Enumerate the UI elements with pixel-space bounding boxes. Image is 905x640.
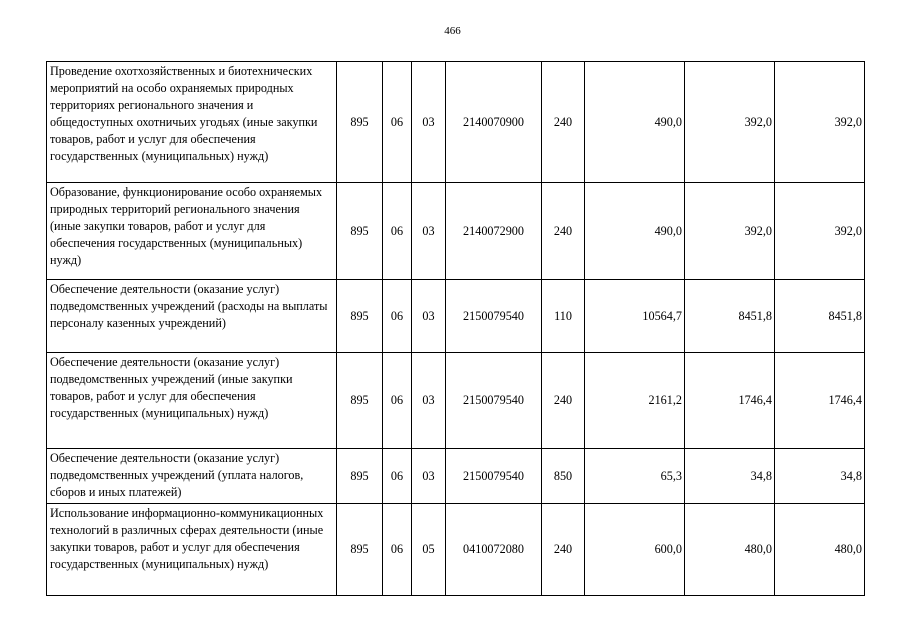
budget-table — [46, 61, 865, 596]
page-number: 466 — [444, 25, 461, 37]
amount-2: 8451,8 — [685, 280, 775, 353]
amount-2: 1746,4 — [685, 353, 775, 449]
row-description: Использование информационно-коммуникационных технологий в различных сферах деятельности (иные закупки товаров, работ и услуг для обеспечения государственных (муниципальных) нужд) — [47, 504, 337, 596]
section-code: 06 — [383, 449, 412, 504]
table-row — [47, 504, 865, 596]
amount-2: 34,8 — [685, 449, 775, 504]
subsection-code: 03 — [412, 280, 446, 353]
target-article-code: 2150079540 — [446, 280, 542, 353]
amount-3: 34,8 — [775, 449, 865, 504]
table-row — [47, 449, 865, 504]
section-code: 06 — [383, 280, 412, 353]
amount-3: 1746,4 — [775, 353, 865, 449]
table-row — [47, 183, 865, 280]
row-description: Обеспечение деятельности (оказание услуг) подведомственных учреждений (расходы на выплаты персоналу казенных учреждений) — [47, 280, 337, 353]
ministry-code: 895 — [337, 353, 383, 449]
amount-3: 392,0 — [775, 62, 865, 183]
expense-type-code: 240 — [542, 183, 585, 280]
expense-type-code: 240 — [542, 504, 585, 596]
amount-2: 392,0 — [685, 62, 775, 183]
amount-3: 392,0 — [775, 183, 865, 280]
section-code: 06 — [383, 62, 412, 183]
target-article-code: 2150079540 — [446, 449, 542, 504]
subsection-code: 05 — [412, 504, 446, 596]
ministry-code: 895 — [337, 280, 383, 353]
row-description: Образование, функционирование особо охраняемых природных территорий регионального значения (иные закупки товаров, работ и услуг для обеспечения государственных (муниципальных) нужд) — [47, 183, 337, 280]
target-article-code: 2140070900 — [446, 62, 542, 183]
ministry-code: 895 — [337, 62, 383, 183]
amount-1: 490,0 — [585, 183, 685, 280]
subsection-code: 03 — [412, 62, 446, 183]
table-row — [47, 353, 865, 449]
amount-3: 8451,8 — [775, 280, 865, 353]
amount-1: 490,0 — [585, 62, 685, 183]
table-row — [47, 62, 865, 183]
ministry-code: 895 — [337, 449, 383, 504]
amount-1: 600,0 — [585, 504, 685, 596]
ministry-code: 895 — [337, 504, 383, 596]
section-code: 06 — [383, 504, 412, 596]
expense-type-code: 110 — [542, 280, 585, 353]
row-description: Проведение охотхозяйственных и биотехнических мероприятий на особо охраняемых природных территориях регионального значения и общедоступных охотничьих угодьях (иные закупки товаров, работ и услуг для обеспечения государственных (муниципальных) нужд) — [47, 62, 337, 183]
amount-3: 480,0 — [775, 504, 865, 596]
expense-type-code: 240 — [542, 62, 585, 183]
amount-2: 480,0 — [685, 504, 775, 596]
subsection-code: 03 — [412, 449, 446, 504]
target-article-code: 2140072900 — [446, 183, 542, 280]
target-article-code: 2150079540 — [446, 353, 542, 449]
amount-1: 2161,2 — [585, 353, 685, 449]
subsection-code: 03 — [412, 183, 446, 280]
amount-1: 65,3 — [585, 449, 685, 504]
expense-type-code: 850 — [542, 449, 585, 504]
ministry-code: 895 — [337, 183, 383, 280]
table-row — [47, 280, 865, 353]
row-description: Обеспечение деятельности (оказание услуг) подведомственных учреждений (иные закупки товаров, работ и услуг для обеспечения государственных (муниципальных) нужд) — [47, 353, 337, 449]
section-code: 06 — [383, 353, 412, 449]
row-description: Обеспечение деятельности (оказание услуг) подведомственных учреждений (уплата налогов, сборов и иных платежей) — [47, 449, 337, 504]
amount-2: 392,0 — [685, 183, 775, 280]
section-code: 06 — [383, 183, 412, 280]
subsection-code: 03 — [412, 353, 446, 449]
amount-1: 10564,7 — [585, 280, 685, 353]
target-article-code: 0410072080 — [446, 504, 542, 596]
expense-type-code: 240 — [542, 353, 585, 449]
